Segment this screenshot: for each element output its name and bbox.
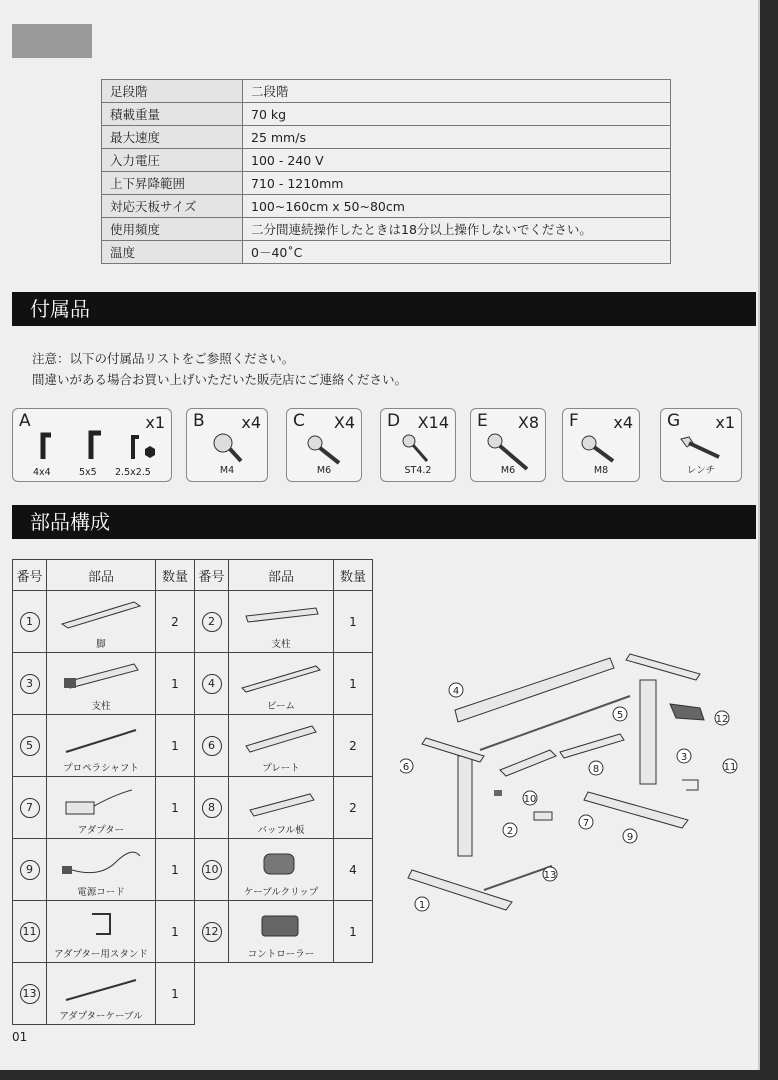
cable-clip-icon [236,842,326,882]
part-name: 支柱 [91,700,111,712]
part-name: ケーブルクリップ [243,886,319,898]
header-corner-block [12,24,92,58]
part-name: 電源コード [77,886,125,898]
accessory-f [562,408,640,482]
part-name: 支柱 [271,638,291,650]
power-cord-icon [56,842,146,882]
spec-value: 100~160cm x 50~80cm [243,195,671,218]
table-row [13,715,373,777]
callout-label: 2 [506,826,514,837]
beam-icon [236,656,326,696]
part-number: 4 [202,674,222,694]
part-qty: 1 [156,777,195,839]
part-number: 10 [202,860,222,880]
part-qty: 1 [156,963,195,1025]
callout-label: 4 [452,686,460,697]
column-motor-icon [56,656,146,696]
spec-label: 最大速度 [102,126,243,149]
adapter-stand-icon [56,904,146,944]
part-qty: 1 [334,901,373,963]
part-name: アダプター用スタンド [54,948,148,960]
part-number: 2 [202,612,222,632]
accessory-size: 2.5x2.5 [115,467,151,478]
accessory-size: 4x4 [33,467,51,478]
accessory-size: M8 [593,465,609,476]
screw-icon [305,433,345,467]
parts-table [12,559,373,1025]
accessory-b [186,408,268,482]
spec-label: 入力電圧 [102,149,243,172]
spec-value: 二分間連続操作したときは18分以上操作しないでください。 [243,218,671,241]
spec-value: 0－40˚C [243,241,671,264]
screw-icon [579,435,619,469]
callout-label: 6 [402,762,410,773]
callout-label: 12 [715,714,729,725]
table-row [13,901,373,963]
part-qty: 1 [156,839,195,901]
column-icon [236,594,326,634]
accessory-qty: x4 [241,413,261,432]
spec-value: 710 - 1210mm [243,172,671,195]
table-row [13,777,373,839]
part-qty: 1 [156,715,195,777]
accessories-header-bar [12,292,756,326]
assembly-diagram [400,640,750,930]
table-row [13,591,373,653]
accessories-title: 付属品 [30,297,90,321]
spec-value: 25 mm/s [243,126,671,149]
accessory-letter: A [19,411,31,431]
accessory-d [380,408,456,482]
part-qty: 2 [334,777,373,839]
accessory-size: 5x5 [79,467,97,478]
part-number: 6 [202,736,222,756]
notice-line: 注意：以下の付属品リストをご参照ください。 [32,351,295,366]
part-name: アダプター [77,824,125,836]
spec-label: 使用頻度 [102,218,243,241]
col-qty: 数量 [156,560,195,591]
spec-row [102,103,671,126]
leg-icon [56,594,146,634]
shaft-icon [56,718,146,758]
part-qty: 4 [334,839,373,901]
spec-row [102,241,671,264]
accessory-qty: x4 [613,413,633,432]
accessory-letter: B [193,411,205,431]
accessory-c [286,408,362,482]
part-name: バッフル板 [257,824,305,836]
baffle-icon [236,780,326,820]
col-part: 部品 [229,560,334,591]
accessory-e [470,408,546,482]
callout-label: 11 [723,762,737,773]
accessory-size: レンチ [686,465,716,476]
accessory-letter: C [293,411,305,431]
col-no: 番号 [195,560,229,591]
callout-label: 9 [626,832,634,843]
plate-icon [236,718,326,758]
spec-row [102,218,671,241]
spec-value: 100 - 240 V [243,149,671,172]
callout-label: 10 [523,794,537,805]
callout-label: 1 [418,900,426,911]
part-number: 1 [20,612,40,632]
callout-label: 5 [616,710,624,721]
callout-label: 8 [592,764,600,775]
spec-row [102,126,671,149]
part-qty: 2 [156,591,195,653]
wrench-icon [675,433,725,463]
notice-line: 間違いがある場合お買い上げいただいた販売店にご連絡ください。 [32,372,408,387]
callout-label: 3 [680,752,688,763]
table-row [13,963,373,1025]
parts-header-bar [12,505,756,539]
part-number: 5 [20,736,40,756]
part-name: 脚 [96,638,106,650]
hex-key-icon [33,427,163,461]
part-number: 11 [20,922,40,942]
accessory-letter: E [477,411,488,431]
accessory-size: M4 [219,465,235,476]
part-qty: 1 [156,901,195,963]
accessory-letter: F [569,411,579,431]
accessory-qty: X14 [417,413,449,432]
part-number: 13 [20,984,40,1004]
spec-value: 70 kg [243,103,671,126]
controller-icon [236,904,326,944]
adapter-icon [56,780,146,820]
spec-label: 足段階 [102,80,243,103]
accessory-g [660,408,742,482]
callout-label: 7 [582,818,590,829]
part-name: ビーム [266,700,296,712]
col-no: 番号 [13,560,47,591]
table-row [13,839,373,901]
parts-header-row [13,560,373,591]
page-number: 01 [12,1030,28,1044]
accessory-size: ST4.2 [404,465,432,476]
callout-label: 13 [543,870,557,881]
part-number: 9 [20,860,40,880]
part-name: アダプターケーブル [59,1010,143,1022]
spec-label: 積載重量 [102,103,243,126]
accessory-qty: X4 [333,413,355,432]
spec-label: 温度 [102,241,243,264]
notice-text [32,348,407,390]
accessory-qty: x1 [145,413,165,432]
spec-row [102,80,671,103]
part-number: 8 [202,798,222,818]
spec-row [102,172,671,195]
part-qty: 2 [334,715,373,777]
part-name: コントローラー [247,948,315,960]
col-qty: 数量 [334,560,373,591]
spec-value: 二段階 [243,80,671,103]
screw-icon [211,431,251,465]
screw-icon [399,433,439,467]
parts-title: 部品構成 [30,510,110,534]
accessory-size: M6 [316,465,332,476]
accessory-letter: G [667,411,681,431]
part-qty: 1 [334,591,373,653]
part-qty: 1 [334,653,373,715]
col-part: 部品 [47,560,156,591]
accessory-qty: X8 [517,413,539,432]
spec-label: 対応天板サイズ [102,195,243,218]
adapter-cable-icon [56,966,146,1006]
spec-row [102,149,671,172]
accessory-letter: D [387,411,401,431]
part-qty: 1 [156,653,195,715]
part-number: 3 [20,674,40,694]
spec-table [101,79,671,264]
part-name: プロペラシャフト [63,762,139,774]
accessory-a [12,408,172,482]
spec-label: 上下昇降範囲 [102,172,243,195]
accessory-size: M6 [500,465,516,476]
table-row [13,653,373,715]
part-name: プレート [262,762,300,774]
accessory-qty: x1 [715,413,735,432]
part-number: 7 [20,798,40,818]
part-number: 12 [202,922,222,942]
spec-row [102,195,671,218]
